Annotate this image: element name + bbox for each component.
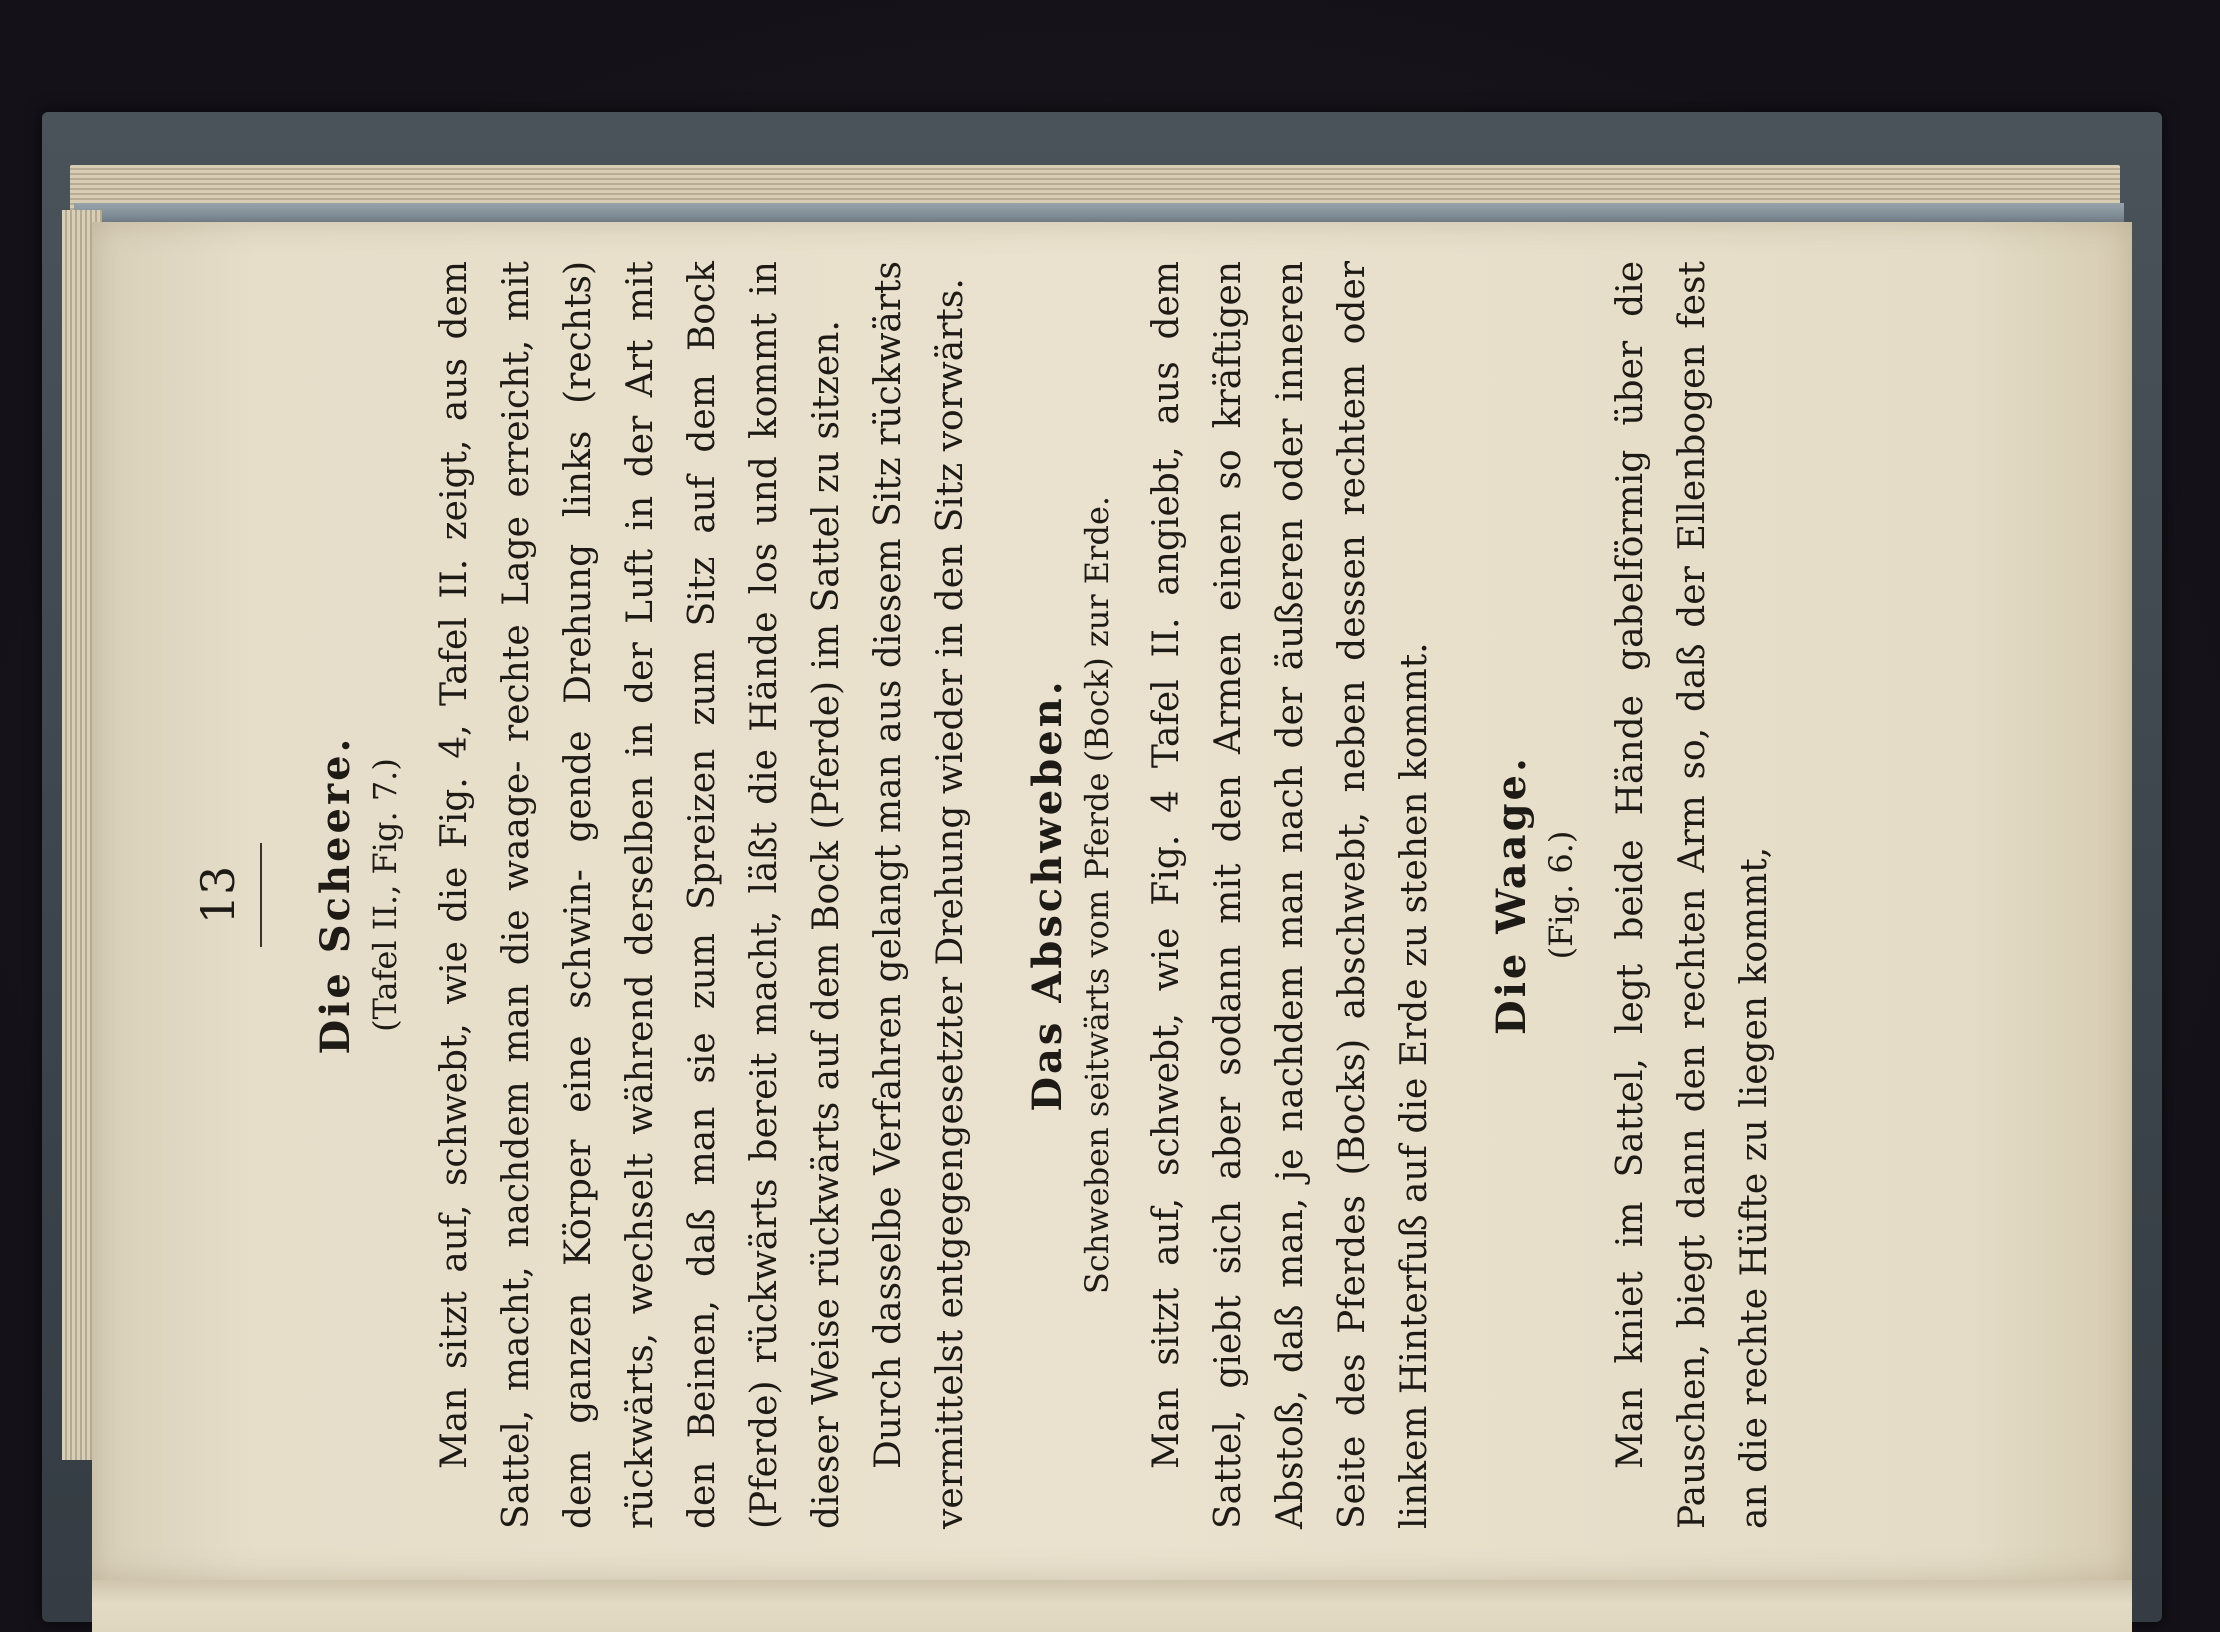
section-title-waage: Die Waage. (1488, 755, 1535, 1035)
facing-page-edge (92, 1580, 2132, 1632)
section-reference-scheere: (Tafel II., Fig. 7.) (366, 758, 404, 1032)
page-number: 13 (191, 865, 245, 925)
paragraph: Durch dasselbe Verfahren gelangt man aus diesem Sitz rückwärts vermittelst entgegengesetzter Drehung wieder in den Sitz vorwärts. (868, 261, 971, 1529)
paragraph: Man kniet im Sattel, legt beide Hände gabelförmig über die Pauschen, biegt dann den rechten Arm so, daß der Ellenbogen fest an die rechte Hüfte zu liegen kommt, (1610, 261, 1775, 1529)
paragraph: Man sitzt auf, schwebt, wie die Fig. 4, Tafel II. zeigt, aus dem Sattel, macht, nachdem man die waage- rechte Lage erreicht, mit dem ganzen Körper eine schwin- gende Drehung links (rechts) rückwärts, wechselt während derselben in der Luft in der Art mit den Beinen, daß man sie zum Spreizen zum Sitz auf dem Bock (Pferde) rückwärts bereit macht, läßt die Hände los und kommt in dieser Weise rückwärts auf dem Bock (Pferde) im Sattel zu sitzen. (434, 261, 847, 1529)
section-reference-waage: (Fig. 6.) (1542, 830, 1580, 960)
section-title-scheere: Die Scheere. (312, 735, 359, 1055)
paragraph: Man sitzt auf, schwebt, wie Fig. 4 Tafel II. angiebt, aus dem Sattel, giebt sich aber sodann mit den Armen einen so kräftigen Abstoß, daß man, je nachdem man nach der äußeren oder inneren Seite des Pferdes (Bocks) abschwebt, neben dessen rechtem oder linkem Hinterfuß auf die Erde zu stehen kommt. (1146, 261, 1435, 1529)
section-title-abschweben: Das Abschweben. (1024, 678, 1071, 1112)
section-reference-abschweben: Schweben seitwärts vom Pferde (Bock) zur Erde. (1078, 495, 1116, 1295)
page-text-rotated (190, 255, 2030, 1535)
